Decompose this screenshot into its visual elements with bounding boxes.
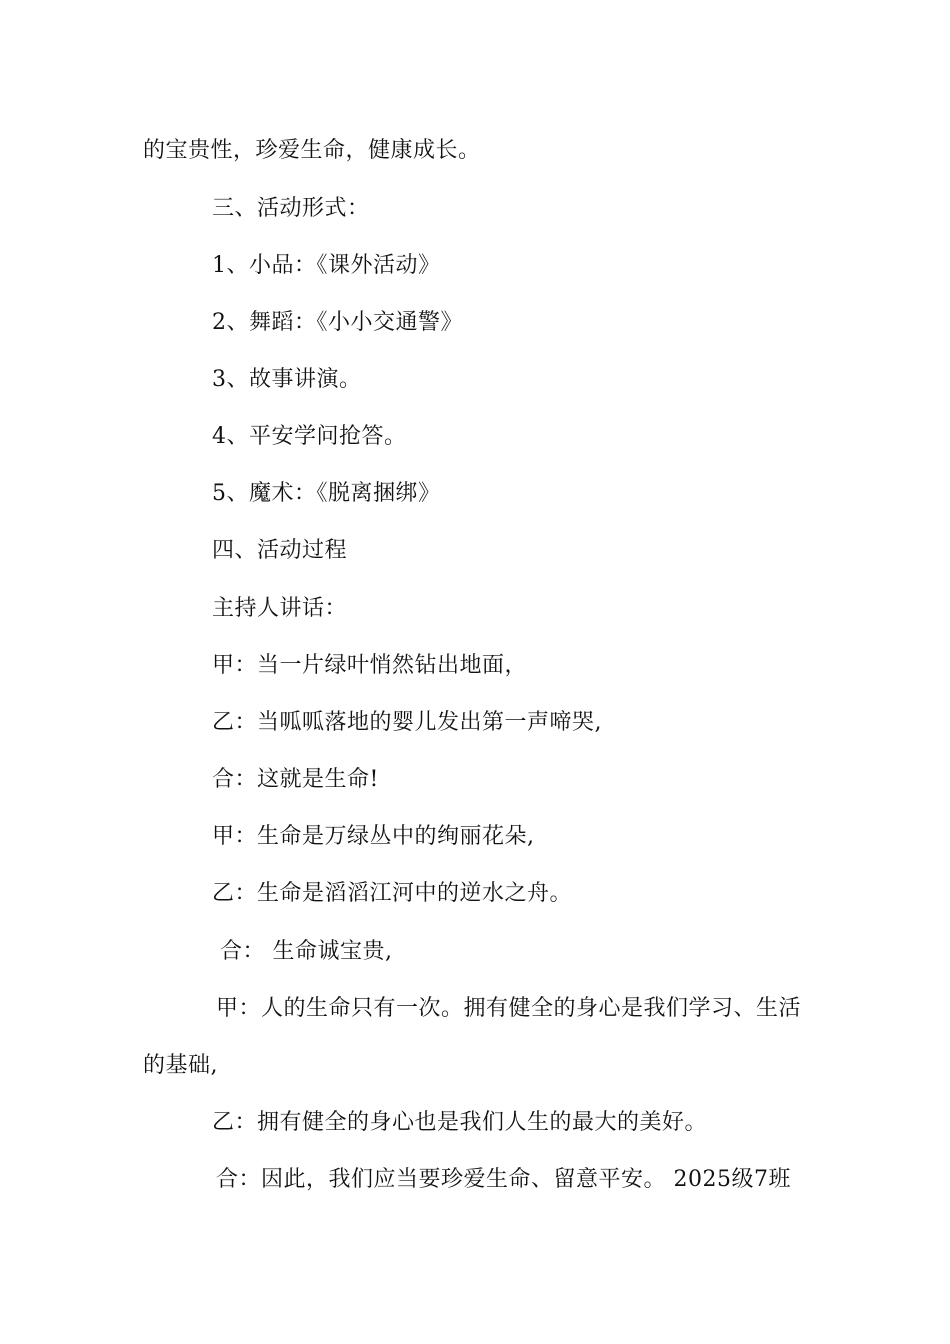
dialogue-line: 甲：生命是万绿丛中的绚丽花朵, (212, 824, 535, 849)
list-item: 5、魔术：《脱离捆绑》 (212, 481, 441, 506)
section-heading: 四、活动过程 (212, 538, 348, 563)
list-item: 4、平安学问抢答。 (212, 424, 407, 449)
dialogue-line: 甲：人的生命只有一次。拥有健全的身心是我们学习、生活 (216, 996, 802, 1021)
list-item: 3、故事讲演。 (212, 367, 362, 392)
text-line: 的基础, (143, 1053, 218, 1078)
dialogue-line: 合： 生命诚宝贵, (220, 939, 393, 964)
dialogue-line: 乙：拥有健全的身心也是我们人生的最大的美好。 (212, 1110, 708, 1135)
text-line: 主持人讲话： (212, 596, 348, 621)
section-heading: 三、活动形式： (212, 196, 370, 221)
dialogue-line: 乙：当呱呱落地的婴儿发出第一声啼哭, (212, 710, 602, 735)
text-line: 的宝贵性，珍爱生命，健康成长。 (143, 138, 481, 163)
list-item: 2、舞蹈：《小小交通警》 (212, 310, 463, 335)
list-item: 1、小品：《课外活动》 (212, 253, 441, 278)
dialogue-line: 甲：当一片绿叶悄然钻出地面， (212, 653, 528, 678)
dialogue-line: 合：因此，我们应当要珍爱生命、留意平安。 2025级7班 (216, 1167, 791, 1192)
dialogue-line: 合：这就是生命! (212, 767, 379, 792)
dialogue-line: 乙：生命是滔滔江河中的逆水之舟。 (212, 881, 573, 906)
